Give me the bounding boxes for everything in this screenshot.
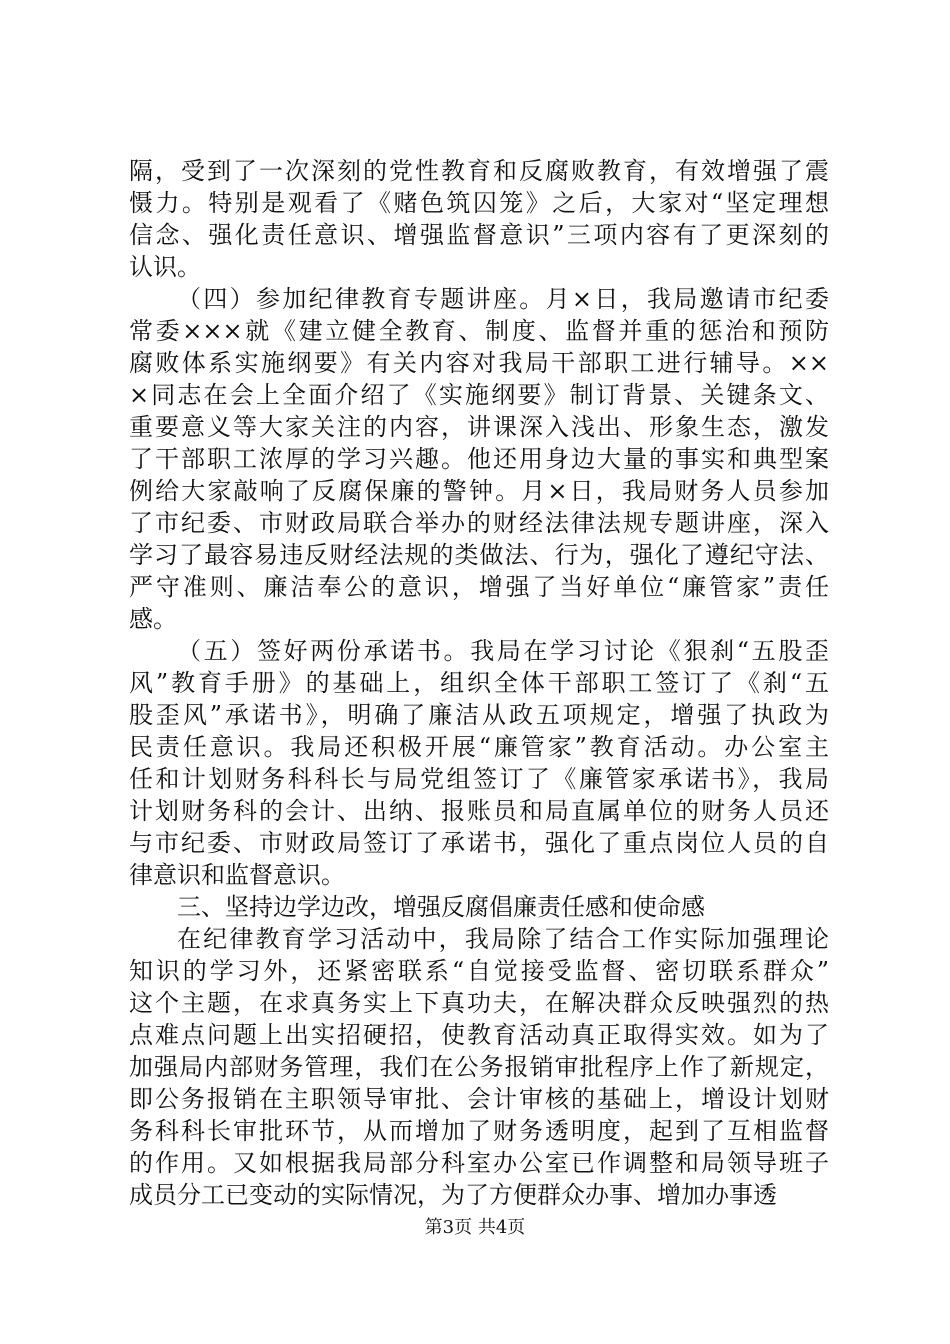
- text-line: 慑力。特别是观看了《赌色筑囚笼》之后，大家对“坚定理想: [129, 189, 829, 217]
- text-line: 例给大家敲响了反腐保廉的警钟。月×日，我局财务人员参加: [129, 477, 829, 505]
- text-line: 重要意义等大家关注的内容，讲课深入浅出、形象生态，激发: [129, 413, 829, 441]
- text-line: 知识的学习外，还紧密联系“自觉接受监督、密切联系群众”: [129, 957, 829, 985]
- text-line: 风”教育手册》的基础上，组织全体干部职工签订了《刹“五: [129, 669, 829, 697]
- paragraph: [129, 155, 829, 283]
- text-line: 三、坚持边学边改，增强反腐倡廉责任感和使命感: [177, 893, 705, 921]
- text-line: （五）签好两份承诺书。我局在学习讨论《狠刹“五股歪: [177, 637, 829, 665]
- text-line: 与市纪委、市财政局签订了承诺书，强化了重点岗位人员的自: [129, 829, 829, 857]
- text-line: 律意识和监督意识。: [129, 861, 345, 889]
- paragraph: [129, 923, 829, 1211]
- text-line: 即公务报销在主职领导审批、会计审核的基础上，增设计划财: [129, 1085, 829, 1113]
- text-line: 这个主题，在求真务实上下真功夫，在解决群众反映强烈的热: [129, 989, 829, 1017]
- text-line: ×同志在会上全面介绍了《实施纲要》制订背景、关键条文、: [129, 381, 829, 409]
- text-line: 计划财务科的会计、出纳、报账员和局直属单位的财务人员还: [129, 797, 829, 825]
- text-line: 务科科长审批环节，从而增加了财务透明度，起到了互相监督: [129, 1117, 829, 1145]
- text-line: 的作用。又如根据我局部分科室办公室已作调整和局领导班子: [129, 1149, 829, 1177]
- text-line: 了干部职工浓厚的学习兴趣。他还用身边大量的事实和典型案: [129, 445, 829, 473]
- text-line: 任和计划财务科科长与局党组签订了《廉管家承诺书》，我局: [129, 765, 829, 793]
- text-line: 股歪风”承诺书》，明确了廉洁从政五项规定，增强了执政为: [129, 701, 829, 729]
- text-line: 在纪律教育学习活动中，我局除了结合工作实际加强理论: [177, 925, 829, 953]
- paragraph: [129, 635, 829, 891]
- text-line: 民责任意识。我局还积极开展“廉管家”教育活动。办公室主: [129, 733, 829, 761]
- text-line: 信念、强化责任意识、增强监督意识”三项内容有了更深刻的: [129, 221, 829, 249]
- text-line: 点难点问题上出实招硬招，使教育活动真正取得实效。如为了: [129, 1021, 829, 1049]
- text-line: 常委×××就《建立健全教育、制度、监督并重的惩治和预防: [129, 317, 829, 345]
- paragraph: [129, 891, 829, 923]
- page-footer: 第3页 共4页: [424, 1217, 526, 1238]
- text-line: 加强局内部财务管理，我们在公务报销审批程序上作了新规定，: [129, 1053, 829, 1081]
- text-line: 严守准则、廉洁奉公的意识，增强了当好单位“廉管家”责任: [129, 573, 829, 601]
- text-line: 了市纪委、市财政局联合举办的财经法律法规专题讲座，深入: [129, 509, 829, 537]
- text-line: （四）参加纪律教育专题讲座。月×日，我局邀请市纪委: [177, 285, 829, 313]
- text-line: 腐败体系实施纲要》有关内容对我局干部职工进行辅导。××: [129, 349, 829, 377]
- text-line: 感。: [129, 605, 177, 633]
- document-body: [129, 155, 829, 1211]
- text-line: 认识。: [129, 253, 201, 281]
- text-line: 学习了最容易违反财经法规的类做法、行为，强化了遵纪守法、: [129, 541, 829, 569]
- text-line: 隔，受到了一次深刻的党性教育和反腐败教育，有效增强了震: [129, 157, 829, 185]
- text-line: 成员分工已变动的实际情况，为了方便群众办事、增加办事透: [129, 1181, 777, 1209]
- paragraph: [129, 283, 829, 635]
